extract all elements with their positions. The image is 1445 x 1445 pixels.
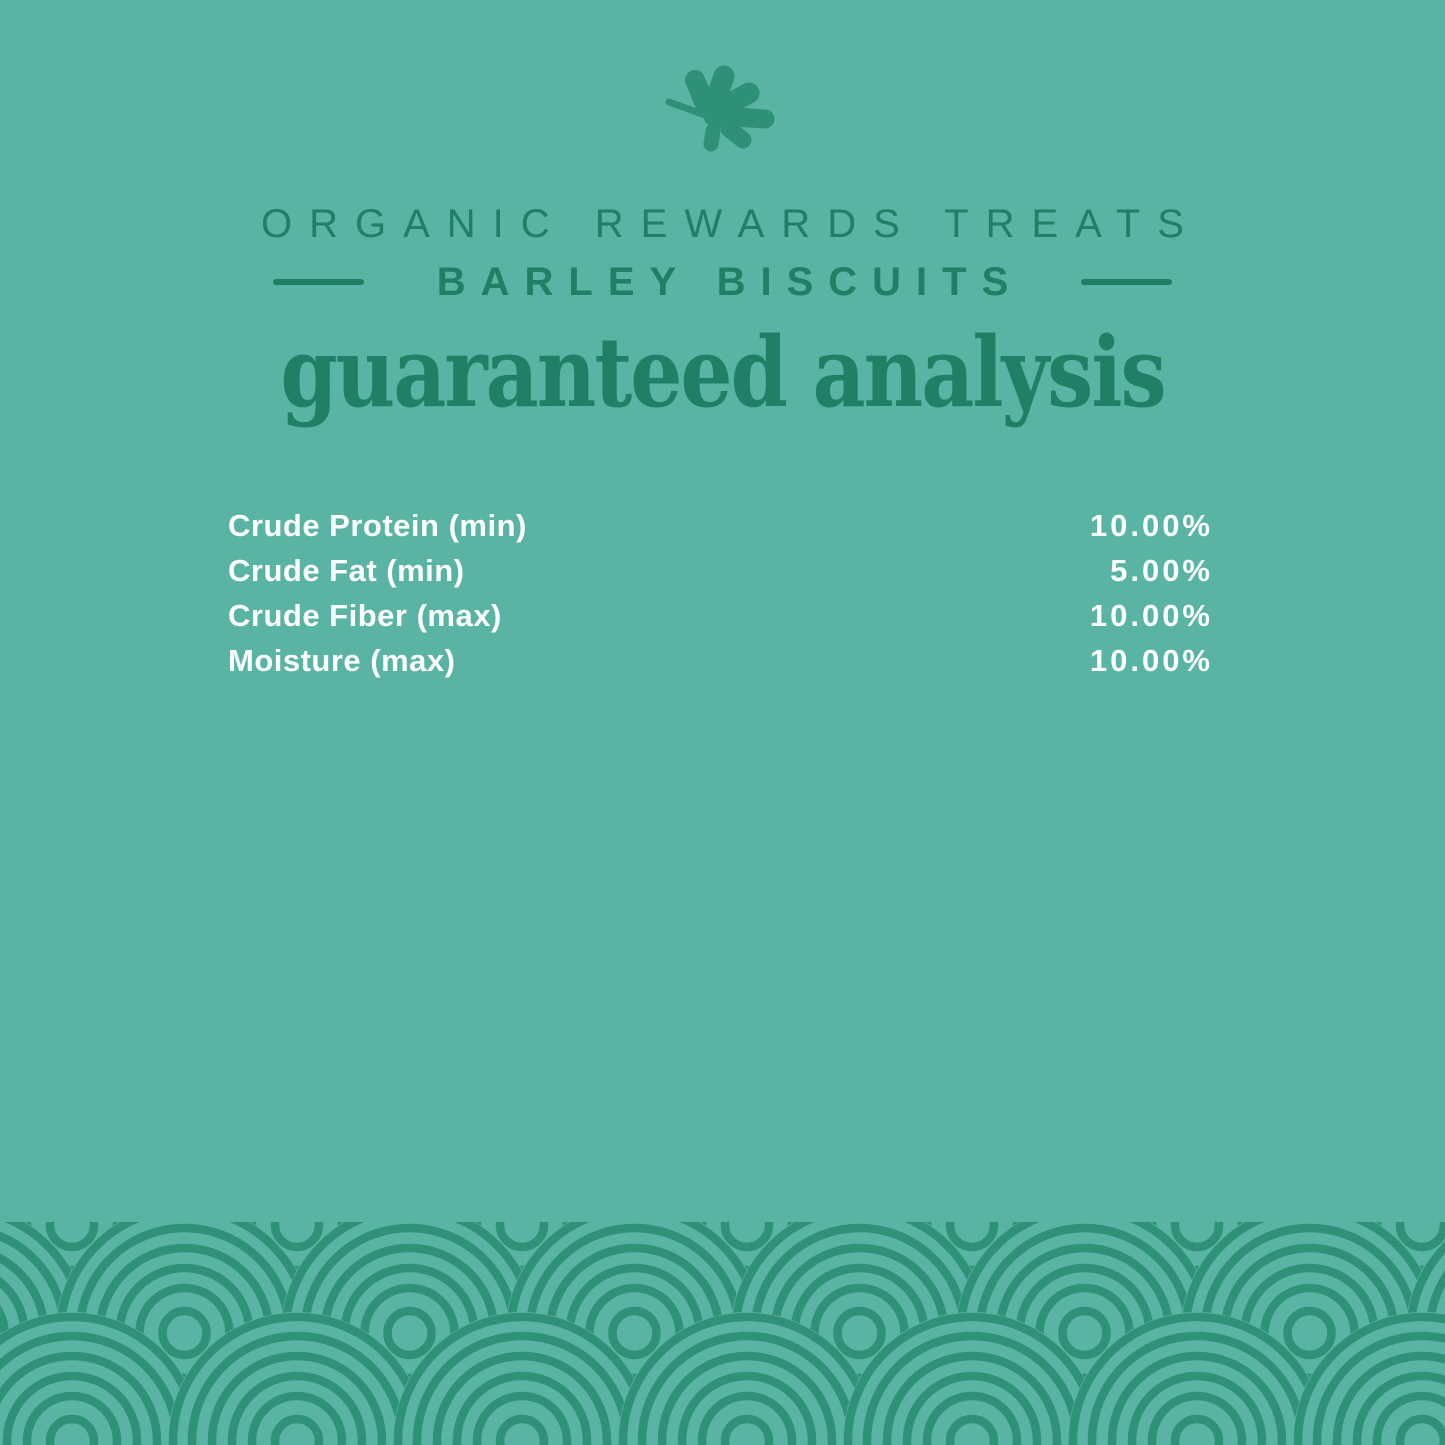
concentric-circle-wave-pattern bbox=[0, 1222, 1445, 1445]
table-row bbox=[228, 503, 1213, 548]
row-label: Crude Fat (min) bbox=[228, 553, 465, 588]
right-dash-rule bbox=[1081, 279, 1172, 285]
row-label: Moisture (max) bbox=[228, 643, 456, 678]
row-value: 5.00% bbox=[1110, 553, 1213, 588]
leaf-sprig-svg bbox=[655, 60, 785, 160]
row-label: Crude Protein (min) bbox=[228, 508, 527, 543]
brand-title: ORGANIC REWARDS TREATS bbox=[261, 202, 1201, 246]
page-title: guaranteed analysis bbox=[280, 316, 1165, 430]
guaranteed-analysis-table bbox=[228, 503, 1213, 683]
table-row bbox=[228, 593, 1213, 638]
left-dash-rule bbox=[273, 279, 364, 285]
product-subtitle: BARLEY BISCUITS bbox=[436, 260, 1024, 304]
row-label: Crude Fiber (max) bbox=[228, 598, 502, 633]
leaf-sprig-icon bbox=[655, 60, 785, 160]
row-value: 10.00% bbox=[1089, 643, 1213, 678]
table-row bbox=[228, 548, 1213, 593]
table-row bbox=[228, 638, 1213, 683]
row-value: 10.00% bbox=[1089, 598, 1213, 633]
product-subtitle-row bbox=[0, 258, 1445, 306]
row-value: 10.00% bbox=[1089, 508, 1213, 543]
